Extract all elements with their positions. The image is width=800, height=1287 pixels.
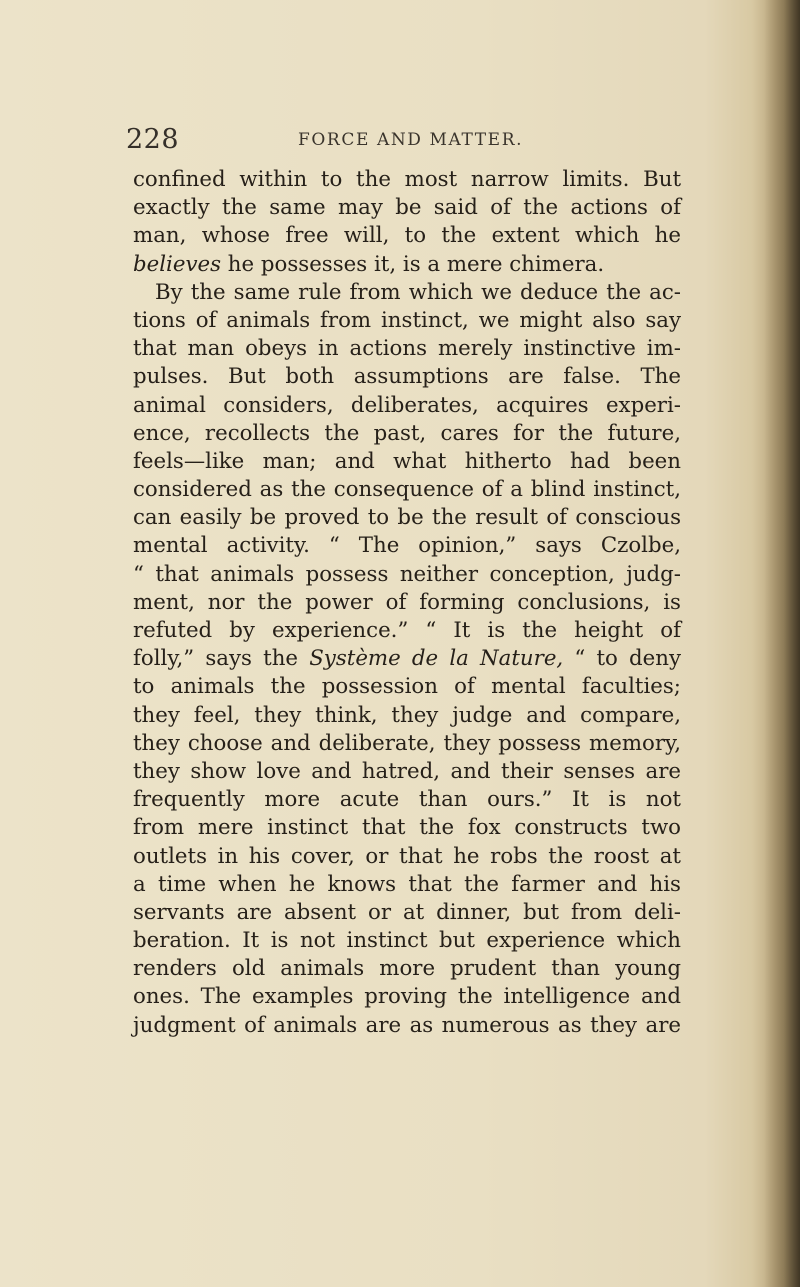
text-line: can easily be proved to be the result of conscious [133, 505, 681, 531]
text-line: considered as the consequence of a blind instinct, [133, 477, 681, 503]
text-line: exactly the same may be said of the actions of [133, 195, 681, 221]
text-line: from mere instinct that the fox constructs two [133, 815, 681, 841]
text-line: frequently more acute than ours.” It is not [133, 787, 681, 813]
running-title: FORCE AND MATTER. [298, 130, 524, 150]
text-line: ones. The examples proving the intelligence and [133, 984, 681, 1010]
text-line: confined within to the most narrow limits. But [133, 167, 681, 192]
page-number: 228 [126, 124, 180, 155]
page-edge-shadow [764, 0, 800, 1287]
text-line: servants are absent or at dinner, but from deli- [133, 899, 681, 925]
text-line: they choose and deliberate, they possess memory, [133, 730, 681, 756]
text-line: man, whose free will, to the extent which he [133, 223, 681, 249]
text-line: they feel, they think, they judge and compare, [133, 702, 681, 728]
text-line: beration. It is not instinct but experience which [133, 928, 681, 954]
text-line: folly,” says the Système de la Nature, “ to deny [133, 646, 681, 672]
italic-title: Système de la Nature, [309, 646, 564, 672]
text-line: renders old animals more prudent than young [133, 956, 681, 982]
paragraph-start-line: By the same rule from which we deduce the ac- [155, 279, 681, 305]
italic-emphasis: believes [133, 251, 222, 277]
body-text [133, 166, 681, 1040]
text-line: ence, recollects the past, cares for the future, [133, 420, 681, 446]
text-line: refuted by experience.” “ It is the height of [133, 618, 681, 643]
text-line: tions of animals from instinct, we might also say [133, 307, 681, 333]
text-line: feels—like man; and what hitherto had been [133, 448, 681, 474]
text-line: pulses. But both assumptions are false. The [133, 364, 681, 390]
page-header [126, 124, 686, 160]
text-line: animal considers, deliberates, acquires experi- [133, 392, 681, 418]
text-line: outlets in his cover, or that he robs the roost at [133, 843, 681, 869]
text-line: that man obeys in actions merely instinctive im- [133, 336, 681, 362]
text-line: to animals the possession of mental faculties; [133, 674, 681, 700]
text-line: mental activity. “ The opinion,” says Czolbe, [133, 533, 681, 559]
text-line: they show love and hatred, and their senses are [133, 758, 681, 784]
text-line: ment, nor the power of forming conclusions, is [133, 589, 681, 615]
text-line: a time when he knows that the farmer and his [133, 871, 681, 897]
text-line: “ that animals possess neither conception, judg- [133, 561, 681, 587]
text-line: judgment of animals are as numerous as they are [133, 1012, 681, 1038]
text-line: believes he possesses it, is a mere chimera. [133, 251, 605, 277]
